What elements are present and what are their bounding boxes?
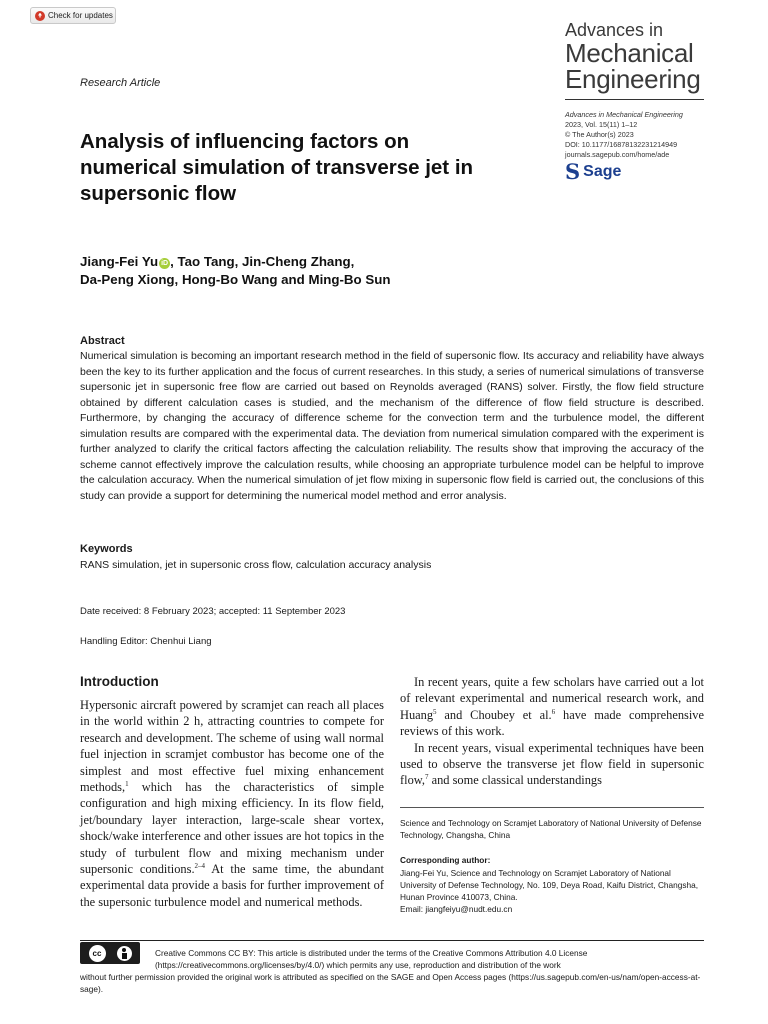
license-divider xyxy=(80,940,704,941)
journal-name-line3: Engineering xyxy=(565,64,701,94)
corresponding-author-text: Jiang-Fei Yu, Science and Technology on Scramjet Laboratory of National University of Defense Technology, No. 109, Deya Road, Kaifu District, Changsha, Hunan Province 410073, China. xyxy=(400,868,699,902)
keywords-text: RANS simulation, jet in supersonic cross flow, calculation accuracy analysis xyxy=(80,559,432,571)
publisher-logo xyxy=(565,159,622,184)
article-title: Analysis of influencing factors on numerical simulation of transverse jet in supersonic flow xyxy=(80,130,474,205)
license-text-continued: without further permission provided the original work is attributed as specified on the SAGE and Open Access pages (https://us.sagepub.com/en-us/nam/open-access-at-sage). xyxy=(80,972,701,994)
intro-paragraph-3: In recent years, visual experimental techniques have been used to observe the transverse jet flow field in supersonic flow,$^7$ and some classical understandings xyxy=(400,740,704,788)
meta-journal: Advances in Mechanical Engineering xyxy=(565,110,683,119)
publisher-name: Sage xyxy=(583,163,622,180)
corresponding-email[interactable]: Email: jiangfeiyu@nudt.edu.cn xyxy=(400,904,513,914)
abstract-text: Numerical simulation is becoming an important research method in the field of supersonic flow. Its accuracy and reliability have always been the key to its further application and the focus of current researches. In this study, a series of numerical simulations of transverse supersonic jet in supersonic free flow are carried out based on Reynolds averaged (RANS) solver. Firstly, the flow field structure obtained by different calculation cases is studied, and the mechanism of the difference of flow field structure is described. Furthermore, by changing the accuracy of difference scheme for the convection term and the turbulence model, the different simulation results are compared with the experimental data. The deviation from numerical simulation compared with the experiment is further analyzed to clarify the critical factors affecting the calculation reliability. The results show that improving the accuracy of the scheme cannot effectively improve the calculation results, while choosing an appropriate turbulence model can be helpful to improve the calculation accuracy. When the numerical simulation of jet flow mixing in supersonic flow field is carried out, the conclusions of this study can provide a support for determining the numerical model method and error analysis. xyxy=(80,350,704,502)
citation-link[interactable]: 2–4 xyxy=(194,861,206,870)
handling-editor: Handling Editor: Chenhui Liang xyxy=(80,636,212,647)
journal-masthead xyxy=(565,20,745,92)
orcid-icon[interactable]: iD xyxy=(161,260,169,267)
check-for-updates-label: Check for updates xyxy=(48,11,113,20)
license-text: Creative Commons CC BY: This article is distributed under the terms of the Creative Commons Attribution 4.0 License (https://creativecommons.org/licenses/by/4.0/) which permits any use, reproduction and distribution of the work xyxy=(155,948,588,970)
intro-paragraph-1: Hypersonic aircraft powered by scramjet can reach all places in the world within 2 h, attracting countries to compete for research and development. The scheme of using wall normal fuel injection in scramjet combustor has become one of the simplest and most effective fuel mixing enhancement methods,$^1$ which has the characteristics of simple configuration and high mixing efficiency. In its flow field, jet/boundary layer interaction, large-scale shear vortex, shock/wake interference and other issues are hot topics in the study of turbulent flow and mixing mechanism under supersonic conditions.$^{2-4}$ At the same time, the abundant experimental data provide a basis for further improvement of the supersonic turbulence model and numerical methods. xyxy=(80,698,384,909)
authors-line2: Da-Peng Xiong, Hong-Bo Wang and Ming-Bo Sun xyxy=(80,272,391,287)
meta-doi[interactable]: DOI: 10.1177/16878132231214949 xyxy=(565,140,678,149)
by-person-icon xyxy=(117,946,132,961)
meta-volume: 2023, Vol. 15(11) 1–12 xyxy=(565,120,638,129)
citation-link[interactable]: 5 xyxy=(433,707,437,716)
corresponding-author-heading: Corresponding author: xyxy=(400,855,491,865)
citation-link[interactable]: 1 xyxy=(125,779,129,788)
first-author[interactable]: Jiang-Fei Yu xyxy=(80,254,159,269)
journal-name-line1: Advances in xyxy=(565,20,664,40)
introduction-heading: Introduction xyxy=(80,674,159,689)
date-received: Date received: 8 February 2023; accepted: 11 September 2023 xyxy=(80,606,346,617)
introduction-right-column xyxy=(400,674,704,789)
meta-copyright: © The Author(s) 2023 xyxy=(565,130,634,139)
cc-by-badge[interactable] xyxy=(80,942,140,964)
journal-meta xyxy=(565,110,683,160)
update-icon xyxy=(35,11,45,21)
citation-link[interactable]: 6 xyxy=(551,707,556,716)
corresponding-author xyxy=(400,867,704,915)
abstract-heading: Abstract xyxy=(80,335,125,347)
journal-name-line2: Mechanical xyxy=(565,38,694,68)
sage-logo-icon: S xyxy=(565,159,581,184)
check-for-updates-button[interactable] xyxy=(30,7,116,24)
intro-paragraph-2: In recent years, quite a few scholars have carried out a lot of relevant experimental and numerical research work, and Huang$^5$ and Choubey et al.$^6$ have made comprehensive reviews of this work. xyxy=(400,675,704,739)
footnote-divider xyxy=(400,807,704,808)
masthead-divider xyxy=(565,99,704,100)
author-list xyxy=(80,253,500,289)
authors-line1-rest: , Tao Tang, Jin-Cheng Zhang, xyxy=(170,254,355,269)
citation-link[interactable]: 7 xyxy=(425,773,429,782)
keywords-heading: Keywords xyxy=(80,543,133,555)
meta-url[interactable]: journals.sagepub.com/home/ade xyxy=(565,150,670,159)
article-type: Research Article xyxy=(80,77,161,89)
cc-icon: cc xyxy=(89,945,106,962)
introduction-left-column xyxy=(80,697,384,910)
affiliation: Science and Technology on Scramjet Laboratory of National University of Defense Technology, Changsha, China xyxy=(400,818,702,840)
